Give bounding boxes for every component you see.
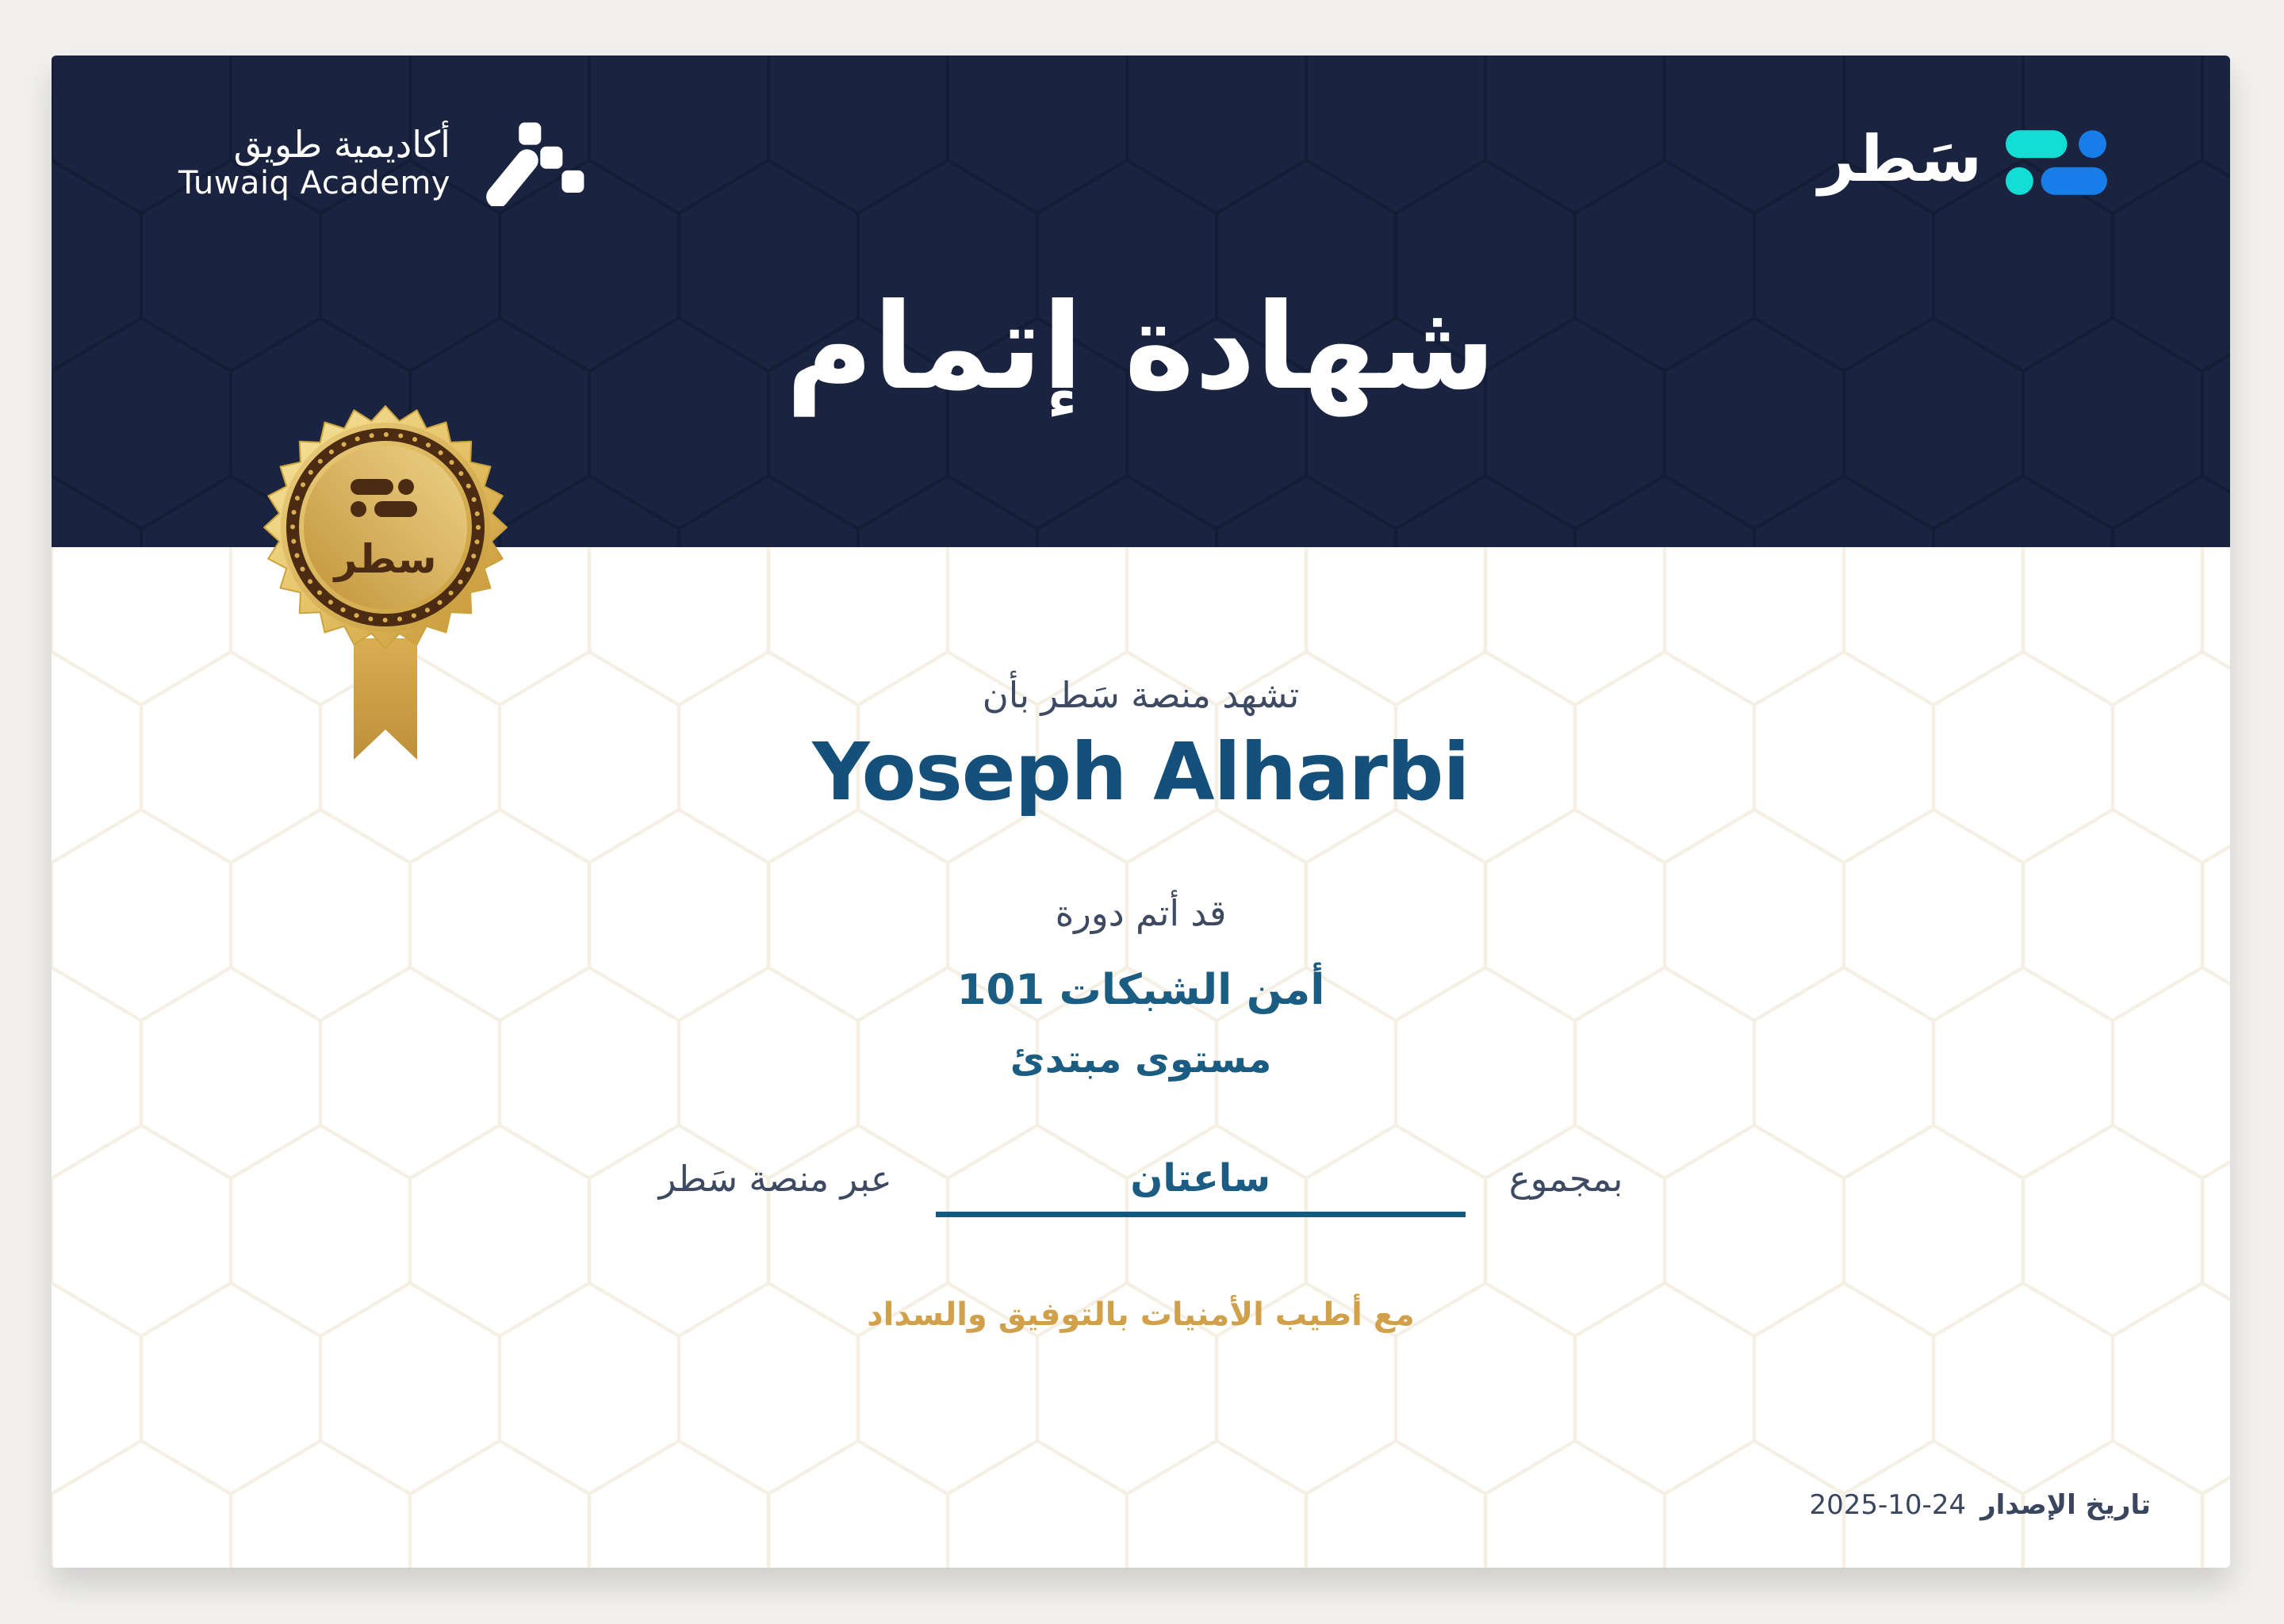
issue-date-value: 2025-10-24 <box>1809 1489 1967 1521</box>
completion-line: قد أتم دورة <box>1055 892 1227 934</box>
total-hours-underline <box>936 1156 1466 1217</box>
tuwaiq-academy-name <box>178 124 450 202</box>
tuwaiq-mountain-icon <box>473 119 596 206</box>
medal-ribbon <box>354 638 417 760</box>
total-prefix-label: بمجموع <box>1508 1158 1623 1200</box>
attestation-line: تشهد منصة سَطر بأن <box>982 674 1300 716</box>
course-level: مستوى مبتدئ <box>1010 1037 1272 1082</box>
tuwaiq-academy-name-english: Tuwaiq Academy <box>178 165 450 202</box>
issue-date-row <box>1809 1489 2151 1521</box>
satr-wordmark: سَطر <box>1818 122 1982 196</box>
satr-pills-icon <box>2006 125 2107 200</box>
wishes-line: مع أطيب الأمنيات بالتوفيق والسداد <box>867 1297 1415 1333</box>
satr-logo <box>1818 122 2107 200</box>
certificate-card <box>52 56 2230 1568</box>
total-hours-value: ساعتان <box>1130 1156 1271 1201</box>
tuwaiq-academy-name-arabic: أكاديمية طويق <box>233 122 450 166</box>
certificate-title: شهادة إتمام <box>785 278 1496 416</box>
gold-seal-medal <box>259 404 512 777</box>
tuwaiq-academy-logo <box>178 119 596 206</box>
recipient-name: Yoseph Alharbi <box>812 726 1470 818</box>
total-suffix-label: عبر منصة سَطر <box>658 1158 892 1200</box>
course-title: أمن الشبكات 101 <box>956 966 1325 1014</box>
total-hours-row <box>52 1156 2230 1217</box>
issue-date-label: تاريخ الإصدار <box>1980 1489 2151 1521</box>
medal-seal-text: سطر <box>334 536 437 582</box>
